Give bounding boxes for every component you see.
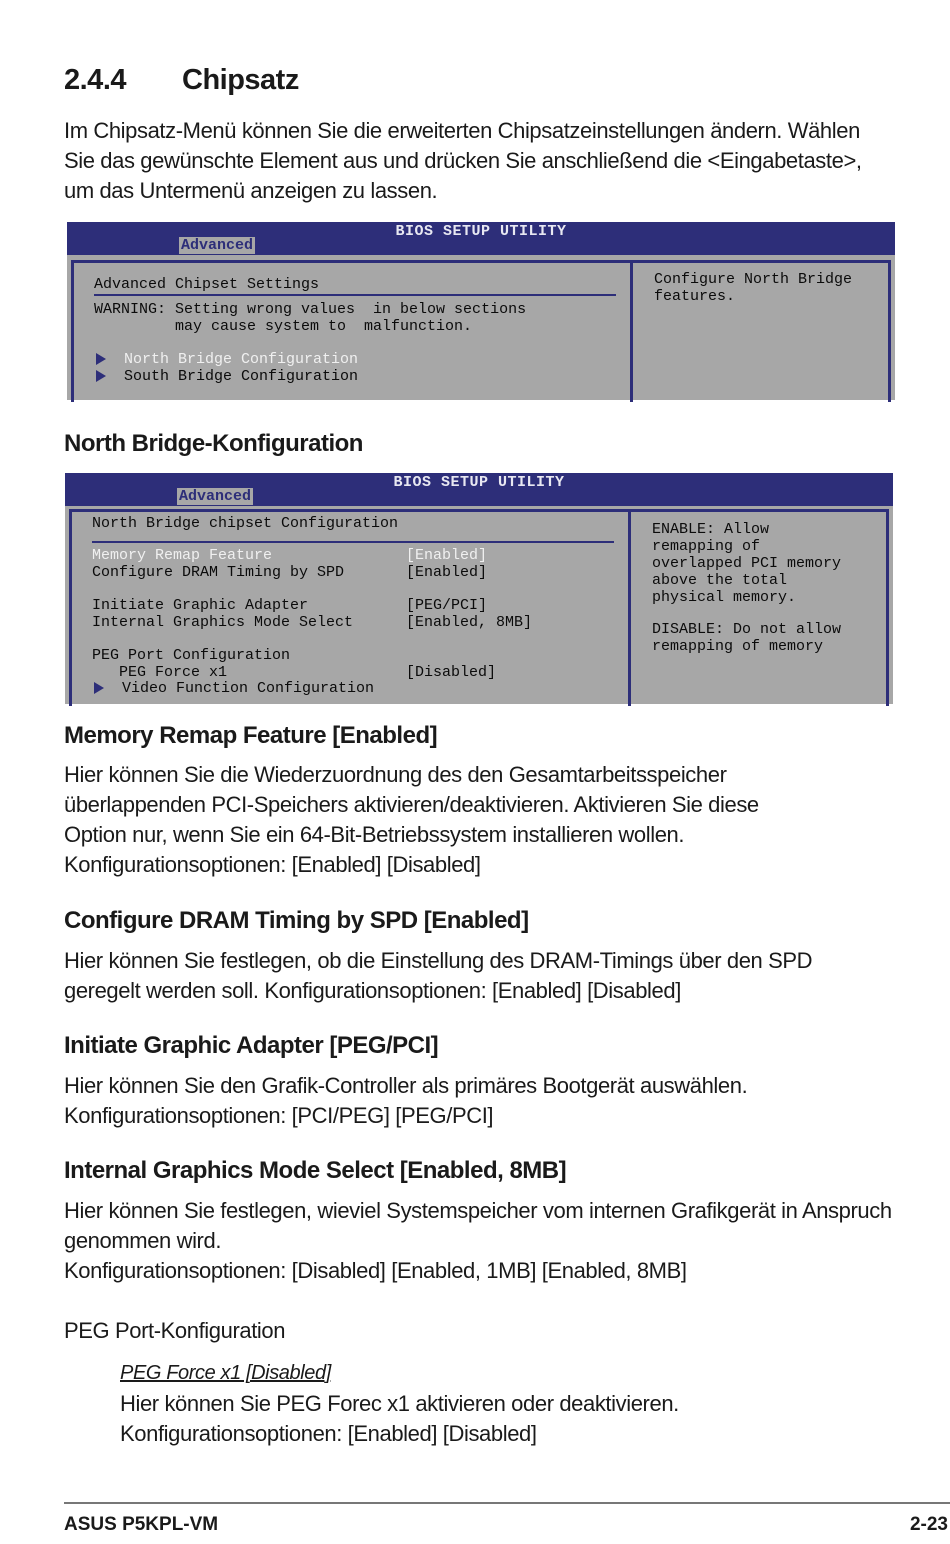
- item-text-graphic-adapter: Hier können Sie den Grafik-Controller als primäres Bootgerät auswählen. Konfigurationsoptionen: [PCI/PEG] [PEG/PCI]: [64, 1073, 748, 1128]
- section-heading: [64, 64, 299, 97]
- submenu-arrow-icon: [96, 353, 106, 365]
- item-heading-graphic-adapter: Initiate Graphic Adapter [PEG/PCI]: [64, 1032, 439, 1059]
- submenu-arrow-icon: [94, 682, 104, 694]
- bios-help-line: above the total: [652, 572, 788, 589]
- bios-warning-line1: WARNING: Setting wrong values in below sections: [94, 301, 527, 318]
- bios-divider: [630, 263, 633, 402]
- bios-row-label[interactable]: Initiate Graphic Adapter: [92, 597, 309, 614]
- item-text-memory-remap: Hier können Sie die Wiederzuordnung des den Gesamtarbeitsspeicher überlappenden PCI-Speichers aktivieren/deaktivieren. Aktivieren Sie diese Option nur, wenn Sie ein 64-Bit-Betriebssystem installieren wollen. Konfigurationsoptionen: [Enabled] [Disabled]: [64, 762, 759, 877]
- bios-warning-line2: may cause system to malfunction.: [94, 318, 473, 335]
- item-text-graphics-mode: Hier können Sie festlegen, wieviel Systemspeicher vom internen Grafikgerät in Anspruch genommen wird.: [64, 1198, 892, 1253]
- bios-tab-advanced[interactable]: Advanced: [179, 488, 252, 505]
- bios-header-bar: [67, 222, 895, 255]
- bios-heading-underline: [92, 541, 614, 543]
- item-heading-memory-remap: Memory Remap Feature [Enabled]: [64, 722, 438, 749]
- bios-row-value[interactable]: [Enabled, 8MB]: [406, 614, 533, 631]
- peg-port-heading: PEG Port-Konfiguration: [64, 1318, 286, 1343]
- bios-heading-underline: [94, 294, 616, 296]
- bios-frame: [71, 260, 891, 402]
- bios-header-title: BIOS SETUP UTILITY: [395, 223, 567, 240]
- bios-help-line1: Configure North Bridge: [654, 271, 853, 288]
- bios-header-bar: [65, 473, 893, 506]
- bios-heading: North Bridge chipset Configuration: [92, 515, 399, 532]
- item-options-graphics-mode: Konfigurationsoptionen: [Disabled] [Enabled, 1MB] [Enabled, 8MB]: [64, 1258, 687, 1283]
- bios-divider: [628, 512, 631, 706]
- bios-row-label[interactable]: Memory Remap Feature: [92, 547, 273, 564]
- bios-heading: Advanced Chipset Settings: [94, 276, 320, 293]
- bios-row-label: PEG Port Configuration: [92, 647, 291, 664]
- north-bridge-heading: North Bridge-Konfiguration: [64, 430, 363, 457]
- bios-help-line: ENABLE: Allow: [652, 521, 770, 538]
- item-heading-dram-timing: Configure DRAM Timing by SPD [Enabled]: [64, 907, 529, 934]
- intro-paragraph: Im Chipsatz-Menü können Sie die erweiterten Chipsatzeinstellungen ändern. Wählen Sie das gewünschte Element aus und drücken Sie anschließend die <Eingabetaste>, um das Untermenü anzeigen zu lassen.: [64, 118, 862, 203]
- bios-row-label[interactable]: Configure DRAM Timing by SPD: [92, 564, 345, 581]
- footer-page-number: 2-23: [909, 1514, 948, 1535]
- bios-help-line2: features.: [654, 288, 736, 305]
- bios-row-label[interactable]: PEG Force x1: [92, 664, 228, 681]
- peg-force-options: Konfigurationsoptionen: [Enabled] [Disabled]: [120, 1421, 537, 1446]
- bios-frame: [69, 509, 889, 706]
- bios-menu-north-bridge[interactable]: North Bridge Configuration: [124, 351, 359, 368]
- bios-screen-north-bridge: [65, 473, 893, 704]
- bios-menu-south-bridge[interactable]: South Bridge Configuration: [124, 368, 359, 385]
- bios-help-line: DISABLE: Do not allow: [652, 621, 842, 638]
- section-title: Chipsatz: [182, 64, 299, 96]
- footer-product-name: ASUS P5KPL-VM: [64, 1514, 219, 1535]
- bios-row-label[interactable]: Video Function Configuration: [122, 680, 375, 697]
- bios-row-label[interactable]: Internal Graphics Mode Select: [92, 614, 354, 631]
- peg-force-heading: PEG Force x1 [Disabled]: [120, 1362, 331, 1384]
- bios-row-value[interactable]: [Enabled]: [406, 547, 488, 564]
- footer-rule: [64, 1502, 950, 1504]
- section-number: 2.4.4: [64, 64, 126, 96]
- bios-screen-advanced-chipset: [67, 222, 895, 400]
- bios-help-line: remapping of memory: [652, 638, 824, 655]
- bios-row-value[interactable]: [PEG/PCI]: [406, 597, 488, 614]
- submenu-arrow-icon: [96, 370, 106, 382]
- bios-help-line: physical memory.: [652, 589, 797, 606]
- item-text-dram-timing: Hier können Sie festlegen, ob die Einstellung des DRAM-Timings über den SPD geregelt werden soll. Konfigurationsoptionen: [Enabled] [Disabled]: [64, 948, 813, 1003]
- bios-help-line: remapping of: [652, 538, 761, 555]
- bios-help-line: overlapped PCI memory: [652, 555, 842, 572]
- peg-force-text: Hier können Sie PEG Forec x1 aktivieren oder deaktivieren.: [120, 1391, 679, 1416]
- bios-tab-advanced[interactable]: Advanced: [181, 237, 254, 254]
- item-heading-graphics-mode: Internal Graphics Mode Select [Enabled, 8MB]: [64, 1157, 567, 1184]
- bios-header-title: BIOS SETUP UTILITY: [393, 474, 565, 491]
- bios-row-value[interactable]: [Disabled]: [406, 664, 497, 681]
- bios-row-value[interactable]: [Enabled]: [406, 564, 488, 581]
